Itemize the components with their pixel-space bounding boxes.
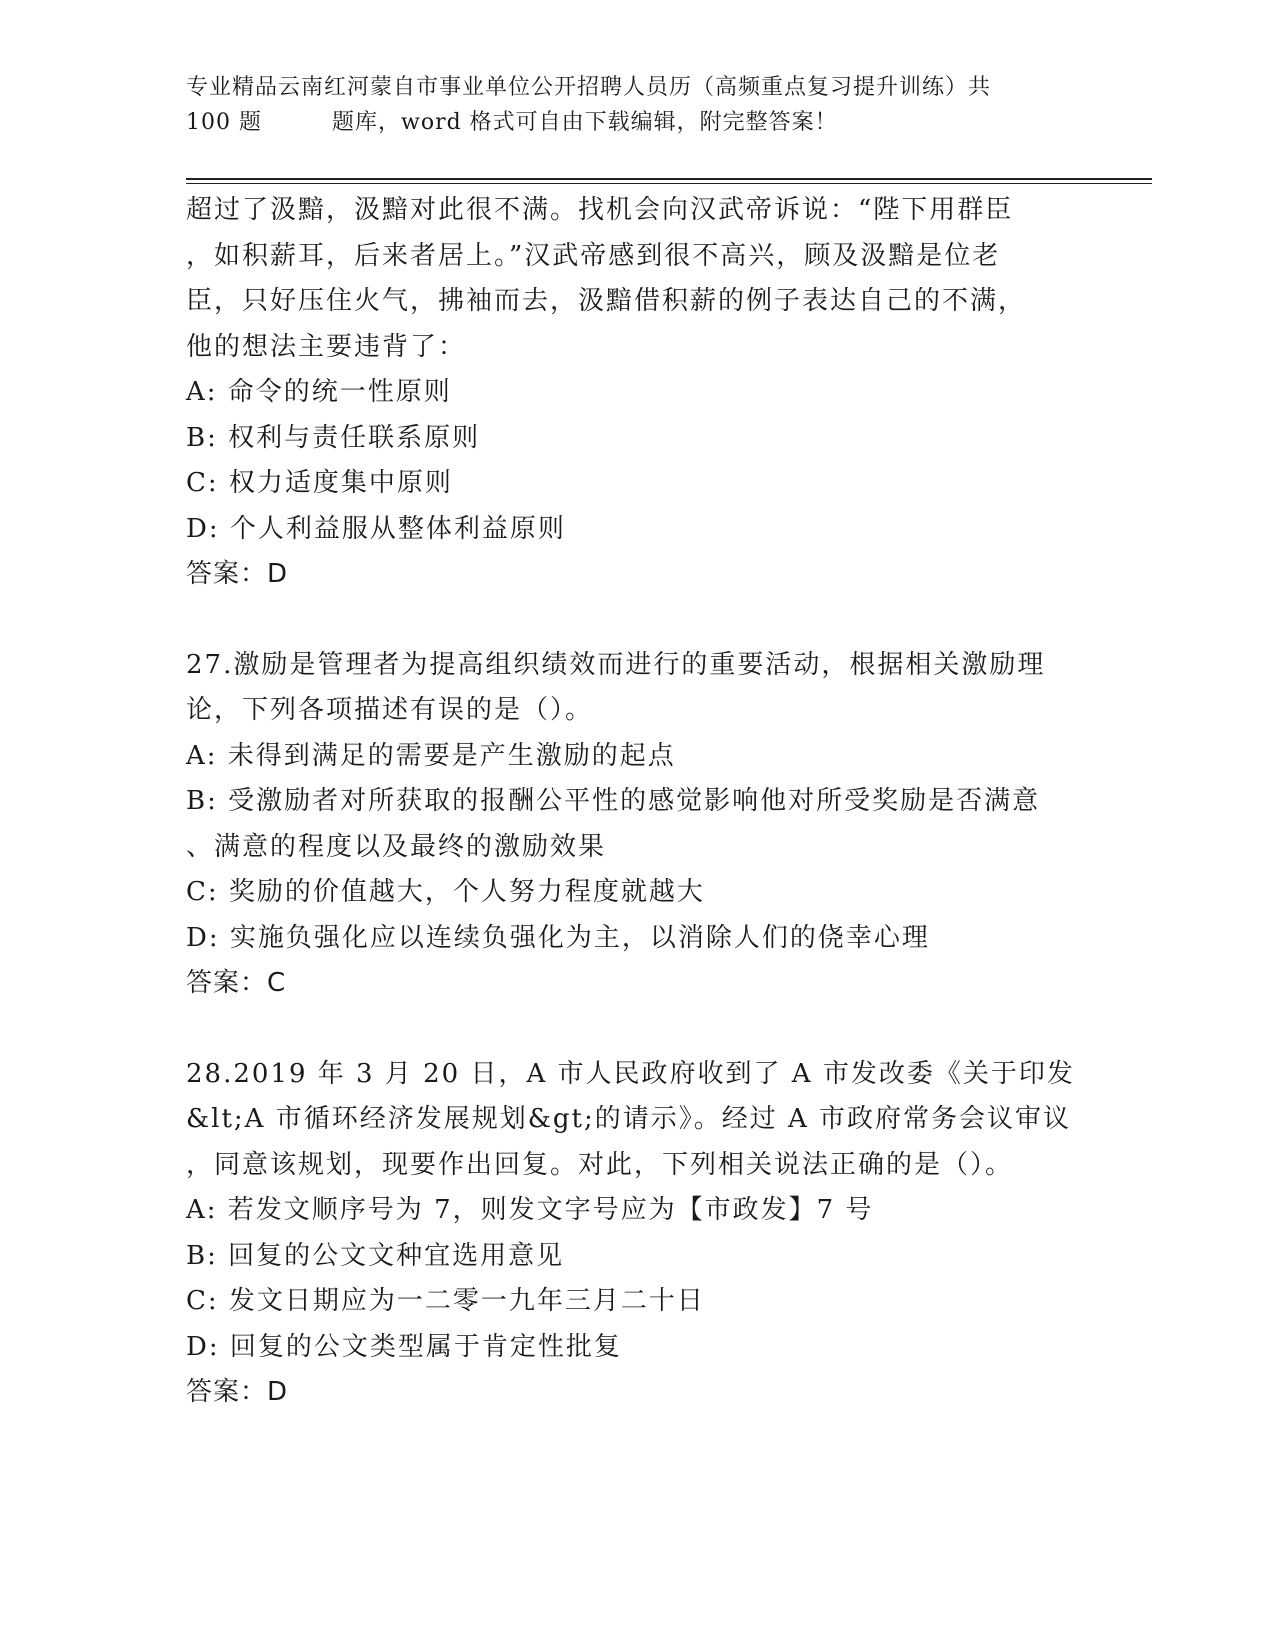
header-question-count: 100 题: [186, 110, 262, 135]
answer-line: 答案：D: [186, 559, 289, 589]
header-title-line1: 专业精品云南红河蒙自市事业单位公开招聘人员历（高频重点复习提升训练）共: [186, 75, 992, 100]
question-text-line: 超过了汲黯，汲黯对此很不满。找机会向汉武帝诉说：“陛下用群臣: [186, 195, 1014, 225]
option-b: B: 回复的公文文种宜选用意见: [186, 1240, 565, 1271]
document-header: [186, 70, 1086, 140]
option-a: A: 命令的统一性原则: [186, 377, 452, 407]
question-26-continued: [186, 188, 1106, 598]
option-b: B: 受激励者对所获取的报酬公平性的感觉影响他对所受奖励是否满意: [186, 786, 1041, 816]
option-d: D: 个人利益服从整体利益原则: [186, 513, 566, 544]
question-text-line: 他的想法主要违背了：: [186, 331, 467, 362]
header-divider-thick: [186, 178, 1152, 180]
answer-line: 答案：C: [186, 968, 287, 998]
question-28: [186, 1052, 1106, 1416]
question-text-line: ，同意该规划，现要作出回复。对此，下列相关说法正确的是（）。: [186, 1149, 1014, 1180]
answer-line: 答案：D: [186, 1377, 289, 1407]
header-title-line2: [186, 105, 1086, 140]
question-text-line: 27.激励是管理者为提高组织绩效而进行的重要活动，根据相关激励理: [186, 649, 1046, 680]
option-c: C: 发文日期应为一二零一九年三月二十日: [186, 1286, 705, 1316]
question-text-line: 28.2019 年 3 月 20 日，A 市人民政府收到了 A 市发改委《关于印发: [186, 1058, 1075, 1089]
option-c: C: 奖励的价值越大，个人努力程度就越大: [186, 877, 705, 907]
question-text-line: 论，下列各项描述有误的是（）。: [186, 695, 594, 725]
header-description: 题库，word 格式可自由下载编辑，附完整答案！: [332, 110, 838, 135]
document-body: [186, 188, 1106, 1416]
question-text-line: ，如积薪耳，后来者居上。”汉武帝感到很不高兴，顾及汲黯是位老: [186, 240, 1001, 271]
option-b: B: 权利与责任联系原则: [186, 422, 481, 453]
option-b-continued: 、满意的程度以及最终的激励效果: [186, 831, 607, 862]
option-a: A: 未得到满足的需要是产生激励的起点: [186, 740, 676, 771]
option-a: A: 若发文顺序号为 7，则发文字号应为【市政发】7 号: [186, 1195, 874, 1225]
header-divider-thin: [186, 183, 1152, 184]
question-text-line: 臣，只好压住火气，拂袖而去，汲黯借积薪的例子表达自己的不满，: [186, 286, 1027, 316]
option-c: C: 权力适度集中原则: [186, 468, 453, 498]
option-d: D: 回复的公文类型属于肯定性批复: [186, 1331, 622, 1362]
option-d: D: 实施负强化应以连续负强化为主，以消除人们的侥幸心理: [186, 922, 930, 953]
question-text-line: &lt;A 市循环经济发展规划&gt;的请示》。经过 A 市政府常务会议审议: [186, 1104, 1072, 1134]
question-27: [186, 643, 1106, 1007]
